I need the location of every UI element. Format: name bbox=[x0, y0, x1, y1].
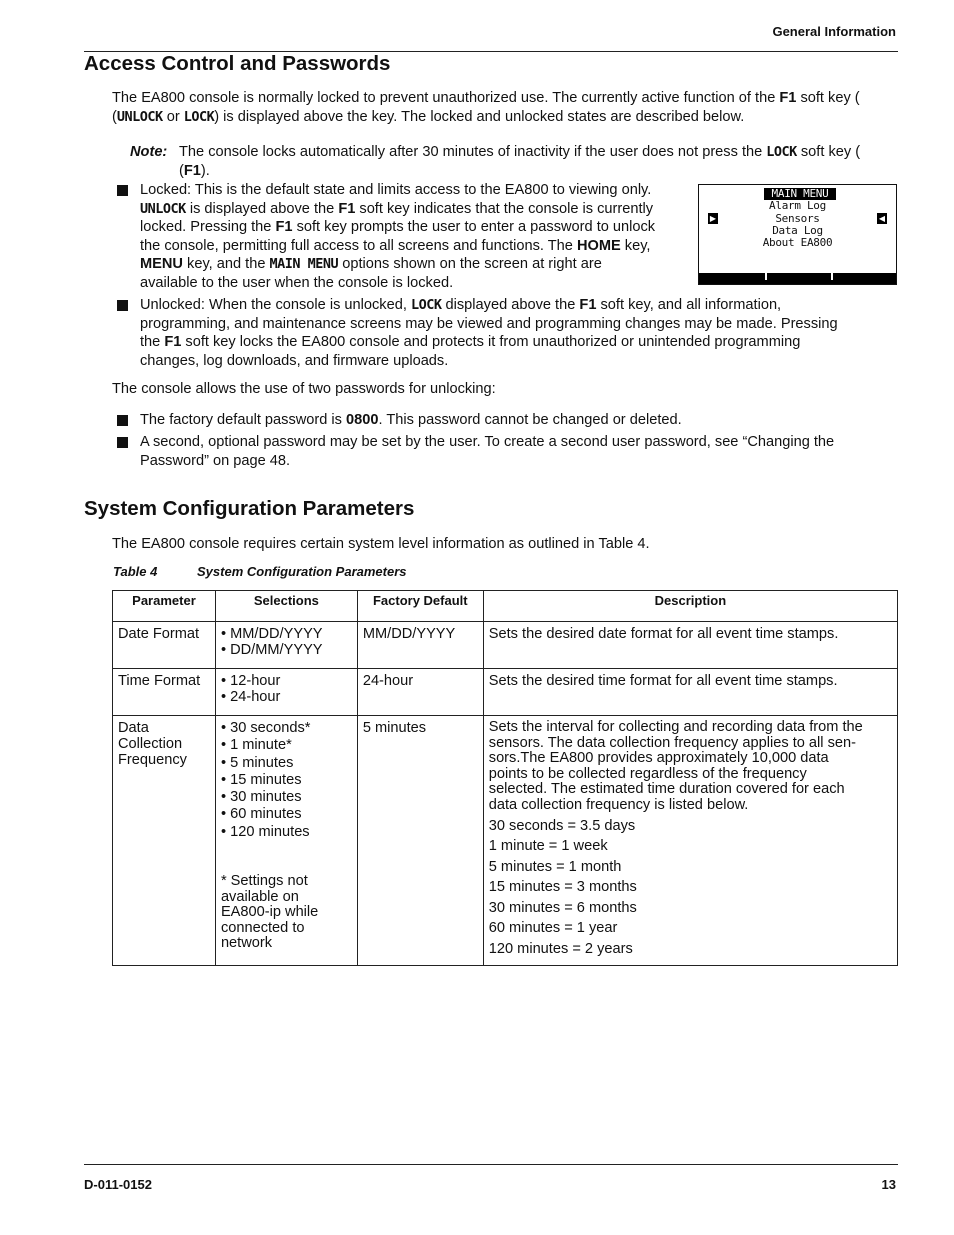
table-row bbox=[113, 669, 898, 716]
sysconfig-intro: The EA800 console requires certain system level information as outlined in Table 4. bbox=[112, 536, 650, 552]
column-header: Description bbox=[483, 591, 897, 622]
table-row bbox=[113, 716, 898, 966]
table-title: System Configuration Parameters bbox=[197, 564, 407, 579]
param-cell: Collection bbox=[118, 736, 183, 752]
selection-option: • 15 minutes bbox=[220, 771, 302, 788]
second-password-text: A second, optional password may be set by the user. To create a second user password, see “Changing the Password” on page 48. bbox=[140, 434, 835, 469]
running-header: General Information bbox=[772, 24, 896, 39]
param-cell: Date Format bbox=[118, 626, 200, 642]
description-cell: Sets the desired time format for all event time stamps. bbox=[488, 673, 838, 689]
lcd-menu-item: About EA800 bbox=[762, 236, 833, 249]
lcd-title: MAIN MENU bbox=[764, 188, 836, 200]
duration-line: 120 minutes = 2 years bbox=[488, 940, 633, 957]
left-arrow-icon: ◀ bbox=[878, 214, 886, 223]
default-cell: 24-hour bbox=[362, 673, 414, 689]
footer-rule bbox=[84, 1164, 898, 1165]
soft-key-divider bbox=[831, 273, 833, 280]
bullet-square bbox=[117, 415, 128, 426]
system-config-table bbox=[112, 590, 898, 966]
column-header: Parameter bbox=[113, 591, 216, 622]
selection-option: • DD/MM/YYYY bbox=[220, 642, 323, 658]
settings-footnote: * Settings not available on EA800-ip while connected to network bbox=[220, 873, 319, 952]
param-cell: Frequency bbox=[118, 752, 187, 768]
document-id: D-011-0152 bbox=[84, 1177, 152, 1192]
lcd-main-menu-screen bbox=[698, 184, 897, 285]
default-cell: 5 minutes bbox=[362, 720, 427, 736]
bullet-square bbox=[117, 437, 128, 448]
locked-description: Locked: This is the default state and limits access to the EA800 to viewing only. UNLOCK is displayed above the F1 soft key indicates that the console is currently locked. Pressing the F1 soft key prompts the user to enter a password to unlock the console, permitting full access to all screens and functions. The HOME key, MENU key, and the MAIN MENU options shown on the screen at right are available to the user when the console is locked. bbox=[140, 182, 656, 291]
section-title-sysconfig: System Configuration Parameters bbox=[84, 497, 415, 520]
lcd-menu-item: Sensors bbox=[775, 212, 820, 225]
lcd-menu-item: Data Log bbox=[772, 224, 823, 237]
passwords-intro: The console allows the use of two passwords for unlocking: bbox=[112, 381, 496, 397]
selection-option: • 120 minutes bbox=[220, 823, 310, 840]
section-title-access: Access Control and Passwords bbox=[84, 52, 391, 75]
duration-line: 30 seconds = 3.5 days bbox=[488, 817, 636, 834]
table-header-row bbox=[113, 591, 898, 622]
selection-option: • 5 minutes bbox=[220, 754, 294, 771]
default-cell: MM/DD/YYYY bbox=[362, 626, 456, 642]
lcd-soft-key-bar bbox=[699, 273, 896, 284]
lcd-menu-item: Alarm Log bbox=[769, 199, 826, 212]
selection-option: • 60 minutes bbox=[220, 806, 302, 823]
bullet-square bbox=[117, 300, 128, 311]
selection-option: • 1 minute* bbox=[220, 737, 292, 754]
table-row bbox=[113, 622, 898, 669]
selection-option: • MM/DD/YYYY bbox=[220, 626, 323, 642]
param-cell: Data bbox=[118, 720, 149, 736]
description-cell: Sets the interval for collecting and recording data from the sensors. The data collection frequency applies to all sen- sors.The EA800 provides approximately 10,000 data points to be collected regardless of the frequency selected. The estimated time duration covered for each data collection frequency is listed below. bbox=[488, 719, 863, 813]
right-arrow-icon: ▶ bbox=[709, 214, 717, 223]
selection-option: • 30 minutes bbox=[220, 789, 302, 806]
selection-option: • 30 seconds* bbox=[220, 720, 311, 736]
access-intro: The EA800 console is normally locked to prevent unauthorized use. The currently active function of the F1 soft key ( (UNLOCK or LOCK) is displayed above the key. The locked and unlocked states are described below. bbox=[112, 90, 860, 125]
param-cell: Time Format bbox=[118, 673, 201, 689]
bullet-square bbox=[117, 185, 128, 196]
note-block: Note: The console locks automatically after 30 minutes of inactivity if the user does not press the LOCK soft key ( (F1). bbox=[130, 144, 861, 179]
table-caption bbox=[113, 563, 407, 582]
duration-line: 15 minutes = 3 months bbox=[488, 879, 637, 896]
selection-option: • 24-hour bbox=[220, 689, 281, 705]
soft-key-divider bbox=[765, 273, 767, 280]
duration-line: 30 minutes = 6 months bbox=[488, 899, 637, 916]
column-header: Factory Default bbox=[357, 591, 483, 622]
duration-line: 60 minutes = 1 year bbox=[488, 920, 618, 937]
duration-line: 5 minutes = 1 month bbox=[488, 858, 622, 875]
unlocked-description: Unlocked: When the console is unlocked, LOCK displayed above the F1 soft key, and all information, programming, and maintenance screens may be viewed and programming changes may be made. Pressing the F1 soft key locks the EA800 console and protects it from unauthorized or unintended programming changes, log downloads, and firmware uploads. bbox=[140, 297, 838, 369]
description-cell: Sets the desired date format for all event time stamps. bbox=[488, 626, 839, 642]
default-password-text: The factory default password is 0800. This password cannot be changed or deleted. bbox=[140, 412, 682, 428]
page-number: 13 bbox=[881, 1177, 896, 1192]
selection-option: • 12-hour bbox=[220, 673, 281, 689]
duration-line: 1 minute = 1 week bbox=[488, 838, 608, 855]
column-header: Selections bbox=[215, 591, 357, 622]
table-label: Table 4 bbox=[113, 564, 158, 579]
